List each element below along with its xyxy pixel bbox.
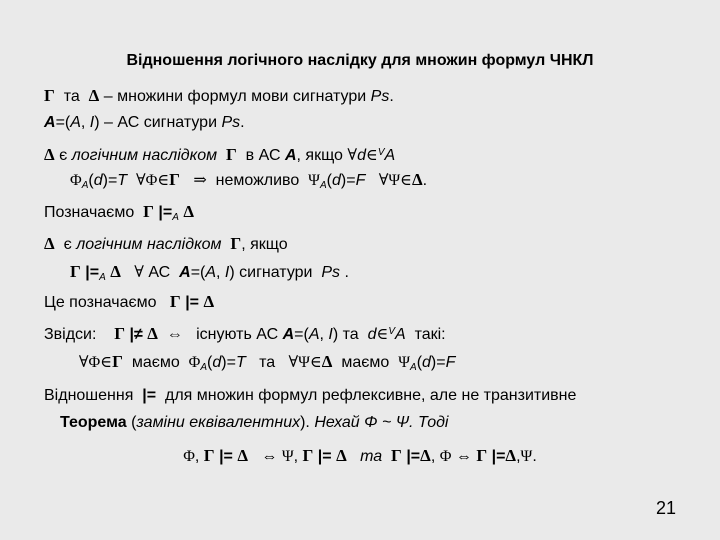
gamma-symbol: Γ [391, 446, 402, 465]
psi-symbol: Ψ [398, 354, 411, 371]
text-d: d [212, 354, 222, 371]
delta-symbol: Δ [183, 202, 195, 221]
text-and: ) та [332, 326, 359, 343]
gamma-symbol: Γ [225, 145, 237, 164]
not-models-symbol: |≠ [129, 326, 143, 343]
text-d: d [331, 172, 341, 189]
text-is: є [59, 147, 68, 164]
gamma-symbol: Γ [44, 86, 55, 105]
text-comma: , [216, 264, 225, 281]
line-notation-general [44, 292, 214, 313]
text-eq: )= [340, 172, 356, 189]
in-symbol: ∈ [400, 172, 412, 189]
psi-symbol: Ψ [308, 172, 320, 189]
text-eq: )= [430, 354, 446, 371]
text-paren: ( [416, 354, 423, 371]
text-i: I [224, 264, 230, 281]
in-symbol: ∈ [157, 172, 170, 189]
delta-symbol: Δ [321, 352, 333, 371]
psi-symbol: Ψ [281, 448, 294, 465]
models-symbol: |= [185, 294, 200, 311]
text-period: . [240, 114, 245, 131]
line-counterexample: ∀Φ∈Γ маємо $\Phi_A(d)=T$ та ∀Ψ∈Δ маємо $\Psi_A(d)=F$ [78, 352, 456, 373]
text-paren: ( [88, 172, 94, 189]
text-period: . [422, 172, 428, 189]
line-theorem-statement: Φ, Γ |= Δ ⇔ Ψ, Γ |= Δ та Γ |=Δ, Φ ⇔ Γ |=Δ,Ψ. [183, 446, 537, 465]
text-hence: Звідси: [44, 326, 97, 343]
text-bold-a: A [44, 114, 56, 131]
delta-symbol: Δ [420, 446, 431, 465]
text-we-have: маємо [341, 354, 390, 371]
text-ps: Ps [221, 114, 241, 131]
iff-symbol: ⇔ [261, 448, 278, 465]
line-relation-properties [44, 386, 576, 406]
line-as-definition [44, 113, 245, 133]
text-replacement-of-equivalents: заміни еквівалентних [136, 414, 301, 431]
phi-symbol: Φ [145, 172, 158, 189]
implies-symbol: ⇒ [193, 172, 207, 189]
gamma-symbol: Γ [169, 292, 181, 311]
text-i: I [328, 326, 333, 343]
gamma-symbol: Γ [143, 202, 154, 221]
text-such: такі: [414, 326, 446, 343]
iff-symbol: ⇔ [166, 326, 183, 343]
text-period: . [389, 88, 394, 105]
text-a: A [384, 147, 396, 164]
text-we-denote-this: Це позначаємо [44, 294, 157, 311]
text-a: A [395, 326, 406, 343]
forall-symbol: ∀ [134, 264, 144, 281]
gamma-symbol: Γ [112, 352, 123, 371]
text-t: T [235, 354, 246, 371]
text-bold-a: A [282, 326, 295, 343]
models-symbol: |= [85, 264, 100, 281]
gamma-symbol: Γ [114, 324, 126, 343]
text-if: , якщо [296, 147, 343, 164]
psi-symbol: Ψ [298, 354, 310, 371]
in-symbol: ∈ [376, 326, 389, 343]
text-logical-consequence: логічним наслідком [71, 147, 218, 164]
text-comma: , [80, 114, 90, 131]
forall-symbol: ∀ [378, 172, 389, 189]
delta-symbol: Δ [505, 446, 517, 465]
text-is: є [63, 236, 72, 253]
text-logical-consequence: логічним наслідком [76, 236, 222, 253]
models-symbol: |= [219, 448, 233, 465]
line-notation-a: Позначаємо Γ $|=_A$ Δ [44, 202, 195, 223]
text-d: d [93, 172, 103, 189]
in-symbol: ∈ [309, 354, 322, 371]
text-signature: ) сигнатури [229, 264, 313, 281]
text-reflexive-not-transitive: для множин формул рефлексивне, але не транзитивне [164, 387, 577, 404]
psi-symbol: Ψ [388, 172, 401, 189]
delta-symbol: Δ [44, 145, 55, 164]
text-let-phi-psi: Нехай Φ ~ Ψ. Тоді [314, 414, 449, 431]
phi-symbol: Φ [183, 448, 195, 465]
text-bold-a: A [284, 147, 297, 164]
text-and: та [360, 448, 383, 465]
text-we-denote: Позначаємо [44, 204, 135, 221]
text-sets-of-formulas: – множини формул мови сигнатури [103, 88, 367, 105]
text-paren: ( [326, 172, 332, 189]
text-comma: , [319, 326, 329, 343]
forall-symbol: ∀ [347, 147, 358, 164]
text-impossible: неможливо [215, 172, 300, 189]
line-for-all-as: Γ $|=_A$ Δ ∀ АС A=(A, I) сигнатури Ps . [70, 262, 349, 283]
phi-symbol: Φ [439, 448, 452, 465]
text-paren-close: ). [300, 414, 310, 431]
delta-symbol: Δ [44, 234, 55, 253]
text-theorem: Теорема [60, 414, 127, 431]
phi-symbol: Φ [88, 354, 101, 371]
psi-symbol: Ψ [520, 448, 533, 465]
gamma-symbol: Γ [476, 446, 488, 465]
in-symbol: ∈ [100, 354, 113, 371]
line-consequence-general [44, 234, 288, 255]
text-a: A [70, 114, 81, 131]
in-symbol: ∈ [365, 147, 378, 164]
iff-symbol: ⇔ [455, 448, 472, 465]
models-symbol: |= [317, 448, 332, 465]
text-as-signature: ) – АС сигнатури [94, 114, 218, 131]
delta-symbol: Δ [110, 262, 121, 281]
page-number: 21 [655, 498, 676, 518]
text-a: A [205, 264, 217, 281]
text-paren: ( [207, 354, 213, 371]
line-phi-condition: $\Phi_A(d)=T$ ∀Φ∈Γ ⇒ неможливо $\Psi_A(d)=F$ ∀Ψ∈Δ. [70, 170, 428, 191]
line-sets-definition [44, 86, 394, 107]
text-eq: =( [55, 114, 71, 131]
models-symbol: |= [406, 448, 421, 465]
delta-symbol: Δ [203, 292, 215, 311]
text-d: d [357, 147, 366, 164]
text-relation: Відношення [44, 387, 134, 404]
line-theorem [60, 413, 448, 433]
gamma-symbol: Γ [302, 446, 314, 465]
text-t: T [117, 172, 128, 189]
delta-symbol: Δ [336, 446, 347, 465]
line-hence: Звідси: Γ |≠ Δ ⇔ існують АС A=(A, I) та d∈$^V$A такі: [44, 324, 446, 343]
phi-symbol: Φ [70, 172, 82, 189]
text-period: . [340, 264, 349, 281]
gamma-symbol: Γ [230, 234, 242, 253]
text-d: d [367, 326, 377, 343]
text-d: d [422, 354, 431, 371]
text-eq: =( [190, 264, 206, 281]
delta-symbol: Δ [412, 170, 423, 189]
text-ps: Ps [321, 264, 341, 281]
text-and: та [63, 88, 80, 105]
text-f: F [355, 172, 366, 189]
forall-symbol: ∀ [135, 172, 146, 189]
models-symbol: |= [491, 448, 506, 465]
text-we-have: маємо [131, 354, 180, 371]
phi-symbol: Φ [188, 354, 201, 371]
forall-symbol: ∀ [288, 354, 299, 371]
line-consequence-in-as: Δ є логічним наслідком Γ в АС A, якщо ∀d∈$^V$A [44, 145, 396, 164]
models-symbol: |= [142, 387, 157, 404]
delta-symbol: Δ [88, 86, 100, 105]
text-if: , якщо [241, 236, 288, 253]
text-paren: ( [131, 414, 137, 431]
text-and: та [259, 354, 276, 371]
gamma-symbol: Γ [203, 446, 215, 465]
text-as: АС [148, 264, 171, 281]
text-i: I [89, 114, 95, 131]
delta-symbol: Δ [237, 446, 249, 465]
gamma-symbol: Γ [169, 170, 180, 189]
text-eq: =( [294, 326, 309, 343]
text-there-exist-as: існують АС [196, 326, 279, 343]
models-symbol: |= [158, 204, 173, 221]
slide-title: Відношення логічного наслідку для множин формул ЧНКЛ [126, 52, 594, 69]
forall-symbol: ∀ [78, 354, 89, 371]
gamma-symbol: Γ [70, 262, 81, 281]
text-a: A [308, 326, 320, 343]
text-bold-a: A [179, 264, 191, 281]
text-eq: )= [221, 354, 236, 371]
text-in-as: в АС [245, 147, 281, 164]
text-ps: Ps [370, 88, 390, 105]
delta-symbol: Δ [147, 324, 158, 343]
text-f: F [445, 354, 456, 371]
text-eq: )= [102, 172, 118, 189]
